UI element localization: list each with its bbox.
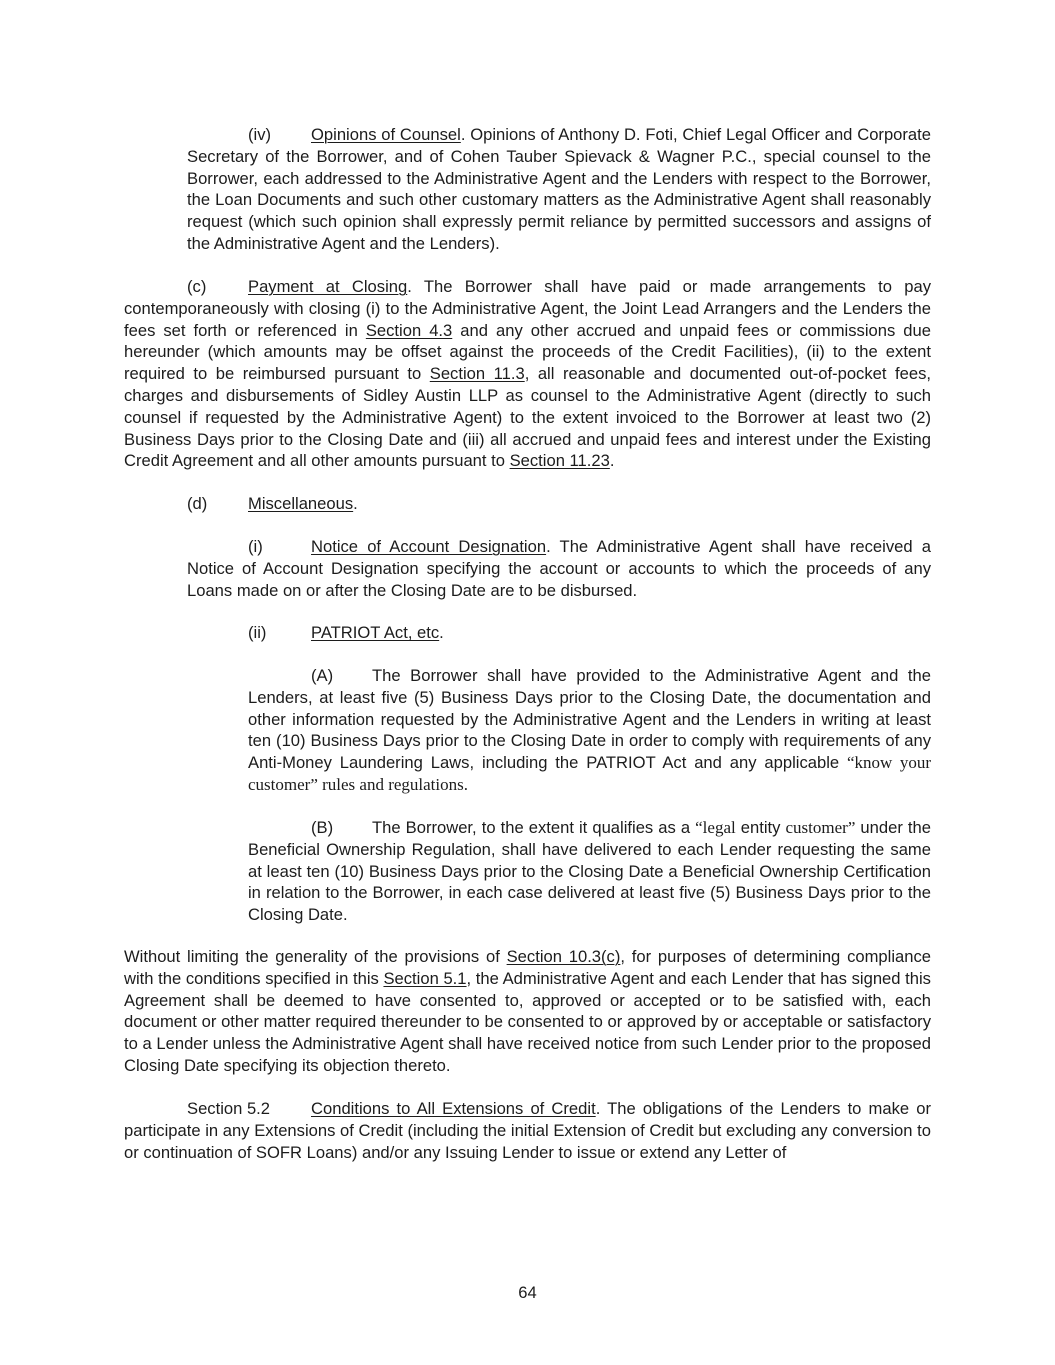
clause-heading: Notice of Account Designation xyxy=(311,537,547,556)
clause-text: . The Borrower shall have paid or made arrangements to pay contemporaneously with closing (i) to the Administrative Agent, the Joint Lead Arrangers and the Lenders the fees set forth or referenced in xyxy=(124,277,931,340)
section-reference: Section 4.3 xyxy=(365,320,453,340)
paragraph-ii-patriot-act xyxy=(187,622,931,644)
section-reference: Section 5.1 xyxy=(383,968,467,988)
clause-text: . The Administrative Agent shall have received a Notice of Account Designation specifying the account or accounts to which the proceeds of any Loans made on or after the Closing Date are to be disbursed. xyxy=(187,537,931,600)
clause-text: Without limiting the generality of the provisions of xyxy=(124,947,507,966)
clause-marker: (ii) xyxy=(248,623,267,642)
clause-text: , the Administrative Agent and each Lender that has signed this Agreement shall be deemed to have consented to, approved or accepted or to be satisfied with, each document or other matter required thereunder to be consented to or approved by or acceptable or satisfactory to a Lender unless the Administrative Agent shall have received notice from such Lender prior to the proposed Closing Date specifying its objection thereto. xyxy=(124,968,931,1075)
clause-marker: (d) xyxy=(187,494,208,513)
clause-text-serif: customer” xyxy=(785,818,856,837)
clause-text: . xyxy=(353,494,358,513)
clause-marker: (A) xyxy=(311,666,334,685)
clause-text-serif: “legal xyxy=(695,818,736,837)
paragraph-d-miscellaneous xyxy=(124,493,931,515)
section-heading: Conditions to All Extensions of Credit xyxy=(311,1099,596,1118)
paragraph-c-payment-at-closing xyxy=(124,276,931,472)
clause-text: The Borrower shall have provided to the Administrative Agent and the Lenders, at least five (5) Business Days prior to the Closing Date, the documentation and other information requested by the Administrative Agent and the Lenders in writing at least ten (10) Business Days prior to the Closing Date in order to comply with requirements of any Anti-Money Laundering Laws, including the PATRIOT Act and any applicable xyxy=(248,666,931,773)
clause-marker: (c) xyxy=(187,277,207,296)
paragraph-without-limiting xyxy=(124,946,931,1077)
clause-text: . The obligations of the Lenders to make or participate in any Extensions of Credit (including the initial Extension of Credit but excluding any conversion to or continuation of SOFR Loans) and/or any Issuing Lender to issue or extend any Letter of xyxy=(124,1099,931,1162)
clause-text: . Opinions of Anthony D. Foti, Chief Legal Officer and Corporate Secretary of the Borrower, and of Cohen Tauber Spievack & Wagner P.C., special counsel to the Borrower, each addressed to the Administrative Agent and the Lenders with respect to the Borrower, the Loan Documents and such other customary matters as the Administrative Agent shall reasonably request (which such opinion shall expressly permit reliance by permitted successors and assigns of the Administrative Agent and the Lenders). xyxy=(187,125,932,253)
clause-marker: (i) xyxy=(248,537,263,556)
clause-text: The Borrower, to the extent it qualifies as a xyxy=(372,818,696,837)
section-reference: Section 10.3(c) xyxy=(506,947,621,966)
clause-text: and any other accrued and unpaid fees or commissions due hereunder (which amounts may be offset against the proceeds of the Credit Facilities), (ii) to the extent required to be reimbursed pursuant to xyxy=(124,320,931,384)
page-number: 64 xyxy=(518,1283,537,1302)
clause-heading: Payment at Closing xyxy=(248,277,408,296)
clause-marker: (B) xyxy=(311,818,334,837)
clause-text: under the Beneficial Ownership Regulation, shall have delivered to each Lender requesting the same at least ten (10) Business Days prior to the Closing Date a Beneficial Ownership Certification in relation to the Borrower, in each case delivered at least five (5) Business Days prior to the Closing Date. xyxy=(248,818,931,925)
paragraph-i-notice-of-account-designation xyxy=(187,536,931,601)
clause-text: entity xyxy=(735,818,786,837)
clause-heading: Opinions of Counsel xyxy=(311,125,461,144)
clause-heading: PATRIOT Act, etc xyxy=(311,623,440,642)
section-reference: Section 11.23 xyxy=(509,451,610,471)
clause-text: . xyxy=(439,623,444,642)
paragraph-section-5-2 xyxy=(124,1098,931,1163)
clause-text: , for purposes of determining compliance with the conditions specified in this xyxy=(124,947,932,988)
clause-text: , all reasonable and documented out-of-pocket fees, charges and disbursements of Sidley Austin LLP as counsel to the Administrative Agent (directly to such counsel if requested by the Administrative Agent) to the extent invoiced to the Borrower at least two (2) Business Days prior to the Closing Date and (iii) all accrued and unpaid fees and interest under the Existing Credit Agreement and all other amounts pursuant to xyxy=(124,364,931,471)
section-marker: Section 5.2 xyxy=(187,1099,271,1118)
section-reference: Section 11.3 xyxy=(429,364,525,384)
clause-text: . xyxy=(609,451,615,471)
paragraph-iv-opinions-of-counsel xyxy=(187,124,931,255)
clause-text-serif: “know your customer” rules and regulations. xyxy=(248,753,931,794)
clause-heading: Miscellaneous xyxy=(248,494,354,513)
paragraph-B-beneficial-ownership xyxy=(248,817,931,926)
paragraph-A-documentation xyxy=(248,665,931,796)
clause-marker: (iv) xyxy=(248,125,272,144)
